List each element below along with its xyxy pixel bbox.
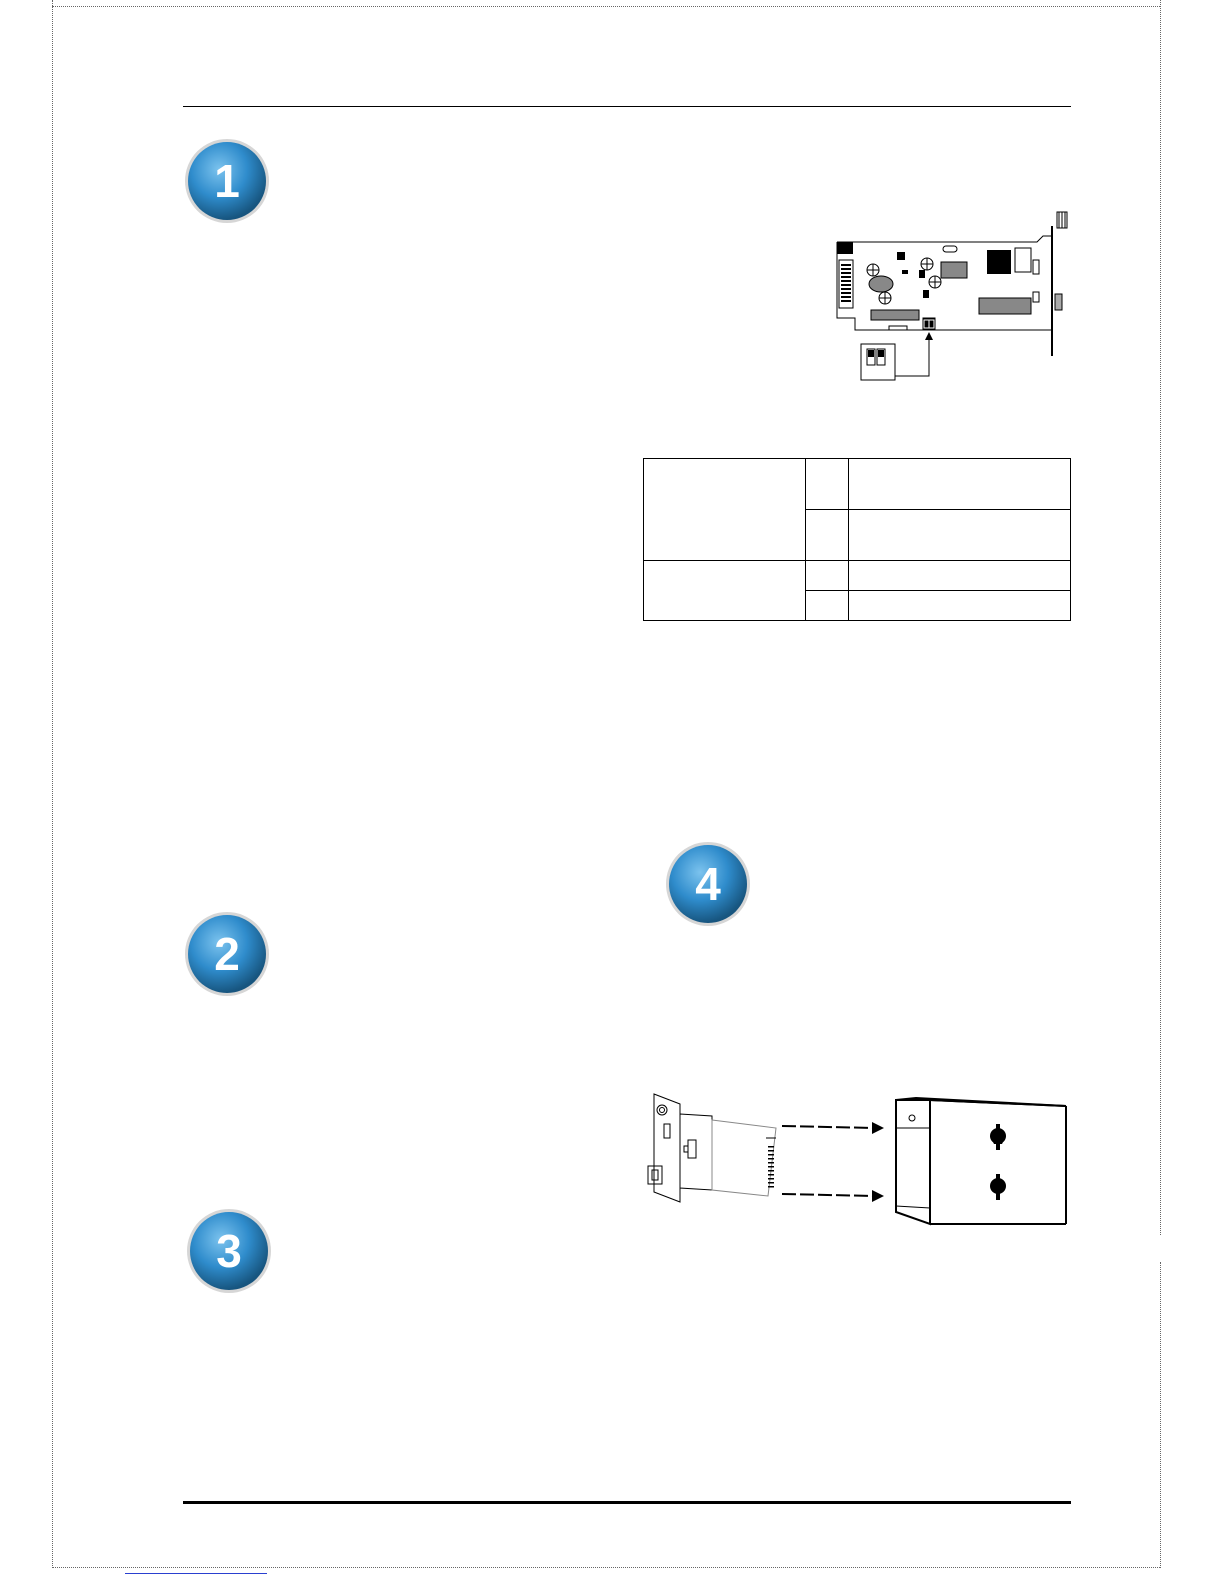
table-cell-setting [849, 459, 1071, 510]
table-cell-switch [806, 591, 849, 621]
table-cell-switch [806, 561, 849, 591]
step-3-badge-icon [186, 1208, 272, 1294]
page-border-right [1160, 0, 1161, 1235]
header-rule [183, 106, 1071, 107]
footer-link-underline[interactable] [125, 1573, 267, 1574]
table-cell-group [644, 561, 806, 621]
table-cell-setting [849, 561, 1071, 591]
step-3-number: 3 [216, 1225, 242, 1277]
page-border-top [52, 6, 1160, 7]
table-cell-setting [849, 591, 1071, 621]
table-row [644, 459, 1071, 510]
table-row [644, 561, 1071, 591]
dip-switch-settings-table [643, 458, 1071, 621]
converter-card-dip-switch-icon [825, 208, 1085, 384]
card-into-chassis-icon [640, 1088, 1070, 1228]
step-2-badge-icon [184, 911, 270, 997]
step-1-number: 1 [214, 155, 240, 207]
page-border-right-lower [1160, 1262, 1161, 1568]
step-2-number: 2 [214, 928, 240, 980]
table-cell-setting [849, 510, 1071, 561]
table-cell-group [644, 459, 806, 561]
page-border-bottom [52, 1567, 1160, 1568]
table-cell-switch [806, 510, 849, 561]
step-1-badge-icon [184, 138, 270, 224]
page-border-left [52, 0, 53, 1568]
step-4-badge-icon [665, 841, 751, 927]
footer-rule [183, 1501, 1071, 1504]
step-4-number: 4 [695, 858, 721, 910]
table-cell-switch [806, 459, 849, 510]
